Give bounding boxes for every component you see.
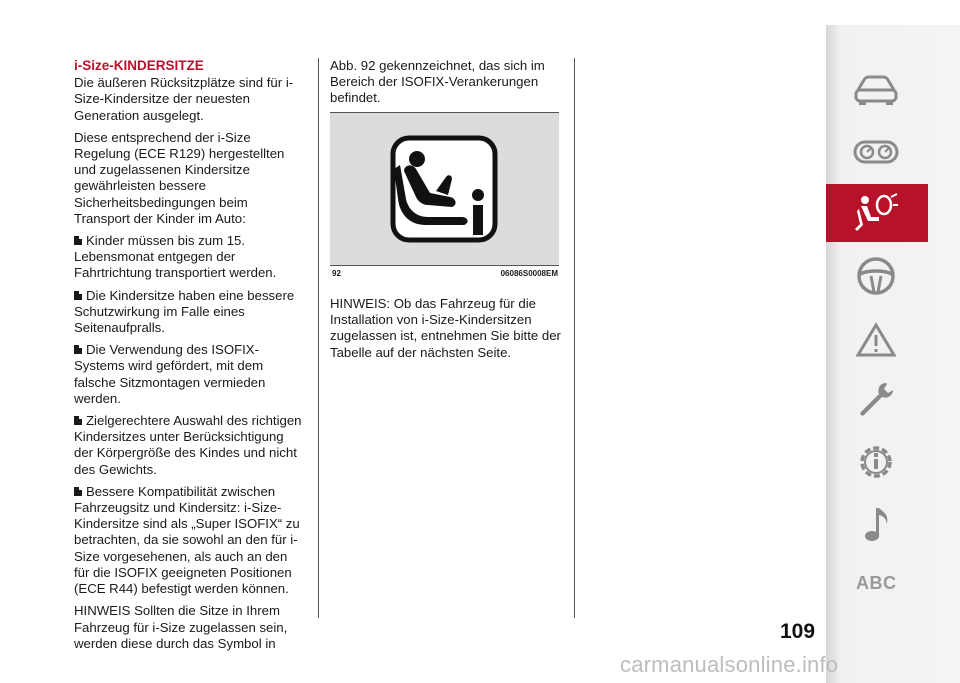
chapter-tab-driving[interactable]: [848, 253, 904, 299]
left-column: [74, 58, 306, 658]
steering-wheel-icon: [856, 256, 896, 296]
section-heading: i-Size-KINDERSITZE: [74, 58, 204, 73]
chapter-sidebar: [826, 25, 960, 683]
bullet-icon: [74, 345, 82, 354]
isize-child-seat-icon: [390, 135, 498, 243]
chapter-tab-car[interactable]: [848, 67, 904, 113]
chapter-tab-dashboard[interactable]: [848, 129, 904, 175]
bullet-icon: [74, 487, 82, 496]
bullet-icon: [74, 416, 82, 425]
figure-number: 92: [332, 269, 341, 278]
info-gear-icon: [855, 441, 897, 483]
bullet-item: Die Kindersitze haben eine bessere Schutzwirkung im Falle eines Seitenaufpralls.: [74, 287, 295, 336]
figure-92: [330, 112, 560, 280]
bullet-item: Bessere Kompatibilität zwischen Fahrzeugsitz und Kindersitz: i-Size-Kindersitze sind als „Super ISOFIX“ zu betrachten, da sie sowohl an den für i-Size vorgesehenen, als auch an den für die ISOFIX geeigneten Positionen (ECE R44) befestigt werden können.: [74, 483, 300, 597]
chapter-tab-safety[interactable]: [848, 190, 904, 236]
bullet-item: Kinder müssen bis zum 15. Lebensmonat entgegen der Fahrtrichtung transportiert werden.: [74, 233, 277, 281]
figure-caption-rule: [330, 265, 559, 266]
dashboard-icon: [853, 138, 899, 166]
bullet-item: Zielgerechtere Auswahl des richtigen Kindersitzes unter Berücksichtigung der Körpergröße des Kindes und nicht des Gewichts.: [74, 413, 302, 477]
note-paragraph: HINWEIS Sollten die Sitze in Ihrem Fahrzeug für i-Size zugelassen sein, werden diese durch das Symbol in: [74, 603, 288, 651]
figure-code: 06086S0008EM: [500, 269, 558, 278]
regulation-paragraph: Diese entsprechend der i-Size Regelung (ECE R129) hergestellten und zugelassenen Kindersitze gewährleisten bessere Sicherheitsbedingungen beim Transport der Kinder im Auto:: [74, 129, 285, 226]
column-divider: [318, 58, 319, 618]
figure-frame: [330, 112, 559, 266]
page-number: 109: [780, 620, 816, 643]
chapter-tab-emergency[interactable]: [848, 317, 904, 363]
continuation-paragraph: Abb. 92 gekennzeichnet, das sich im Bereich der ISOFIX-Verankerungen befindet.: [330, 58, 545, 106]
right-column-note: [330, 296, 562, 367]
music-note-icon: [859, 504, 893, 544]
column-divider: [574, 58, 575, 618]
chapter-tab-technical-data[interactable]: [848, 439, 904, 485]
intro-paragraph: Die äußeren Rücksitzplätze sind für i-Size-Kindersitze der neuesten Generation ausgelegt.: [74, 75, 294, 123]
chapter-tab-index[interactable]: ABC: [856, 573, 897, 593]
chapter-tab-maintenance[interactable]: [848, 377, 904, 423]
airbag-safety-icon: [853, 193, 899, 233]
bullet-icon: [74, 291, 82, 300]
car-icon: [853, 74, 899, 106]
note-paragraph: HINWEIS: Ob das Fahrzeug für die Installation von i-Size-Kindersitzen zugelassen ist, entnehmen Sie bitte der Tabelle auf der nächsten Seite.: [330, 296, 561, 360]
chapter-tab-multimedia[interactable]: [848, 501, 904, 547]
bullet-icon: [74, 236, 82, 245]
wrench-icon: [856, 380, 896, 420]
watermark: carmanualsonline.info: [620, 652, 839, 677]
warning-triangle-icon: [856, 322, 896, 358]
right-column: [330, 58, 562, 113]
bullet-item: Die Verwendung des ISOFIX-Systems wird gefördert, mit dem falsche Sitzmontagen vermieden werden.: [74, 342, 266, 406]
